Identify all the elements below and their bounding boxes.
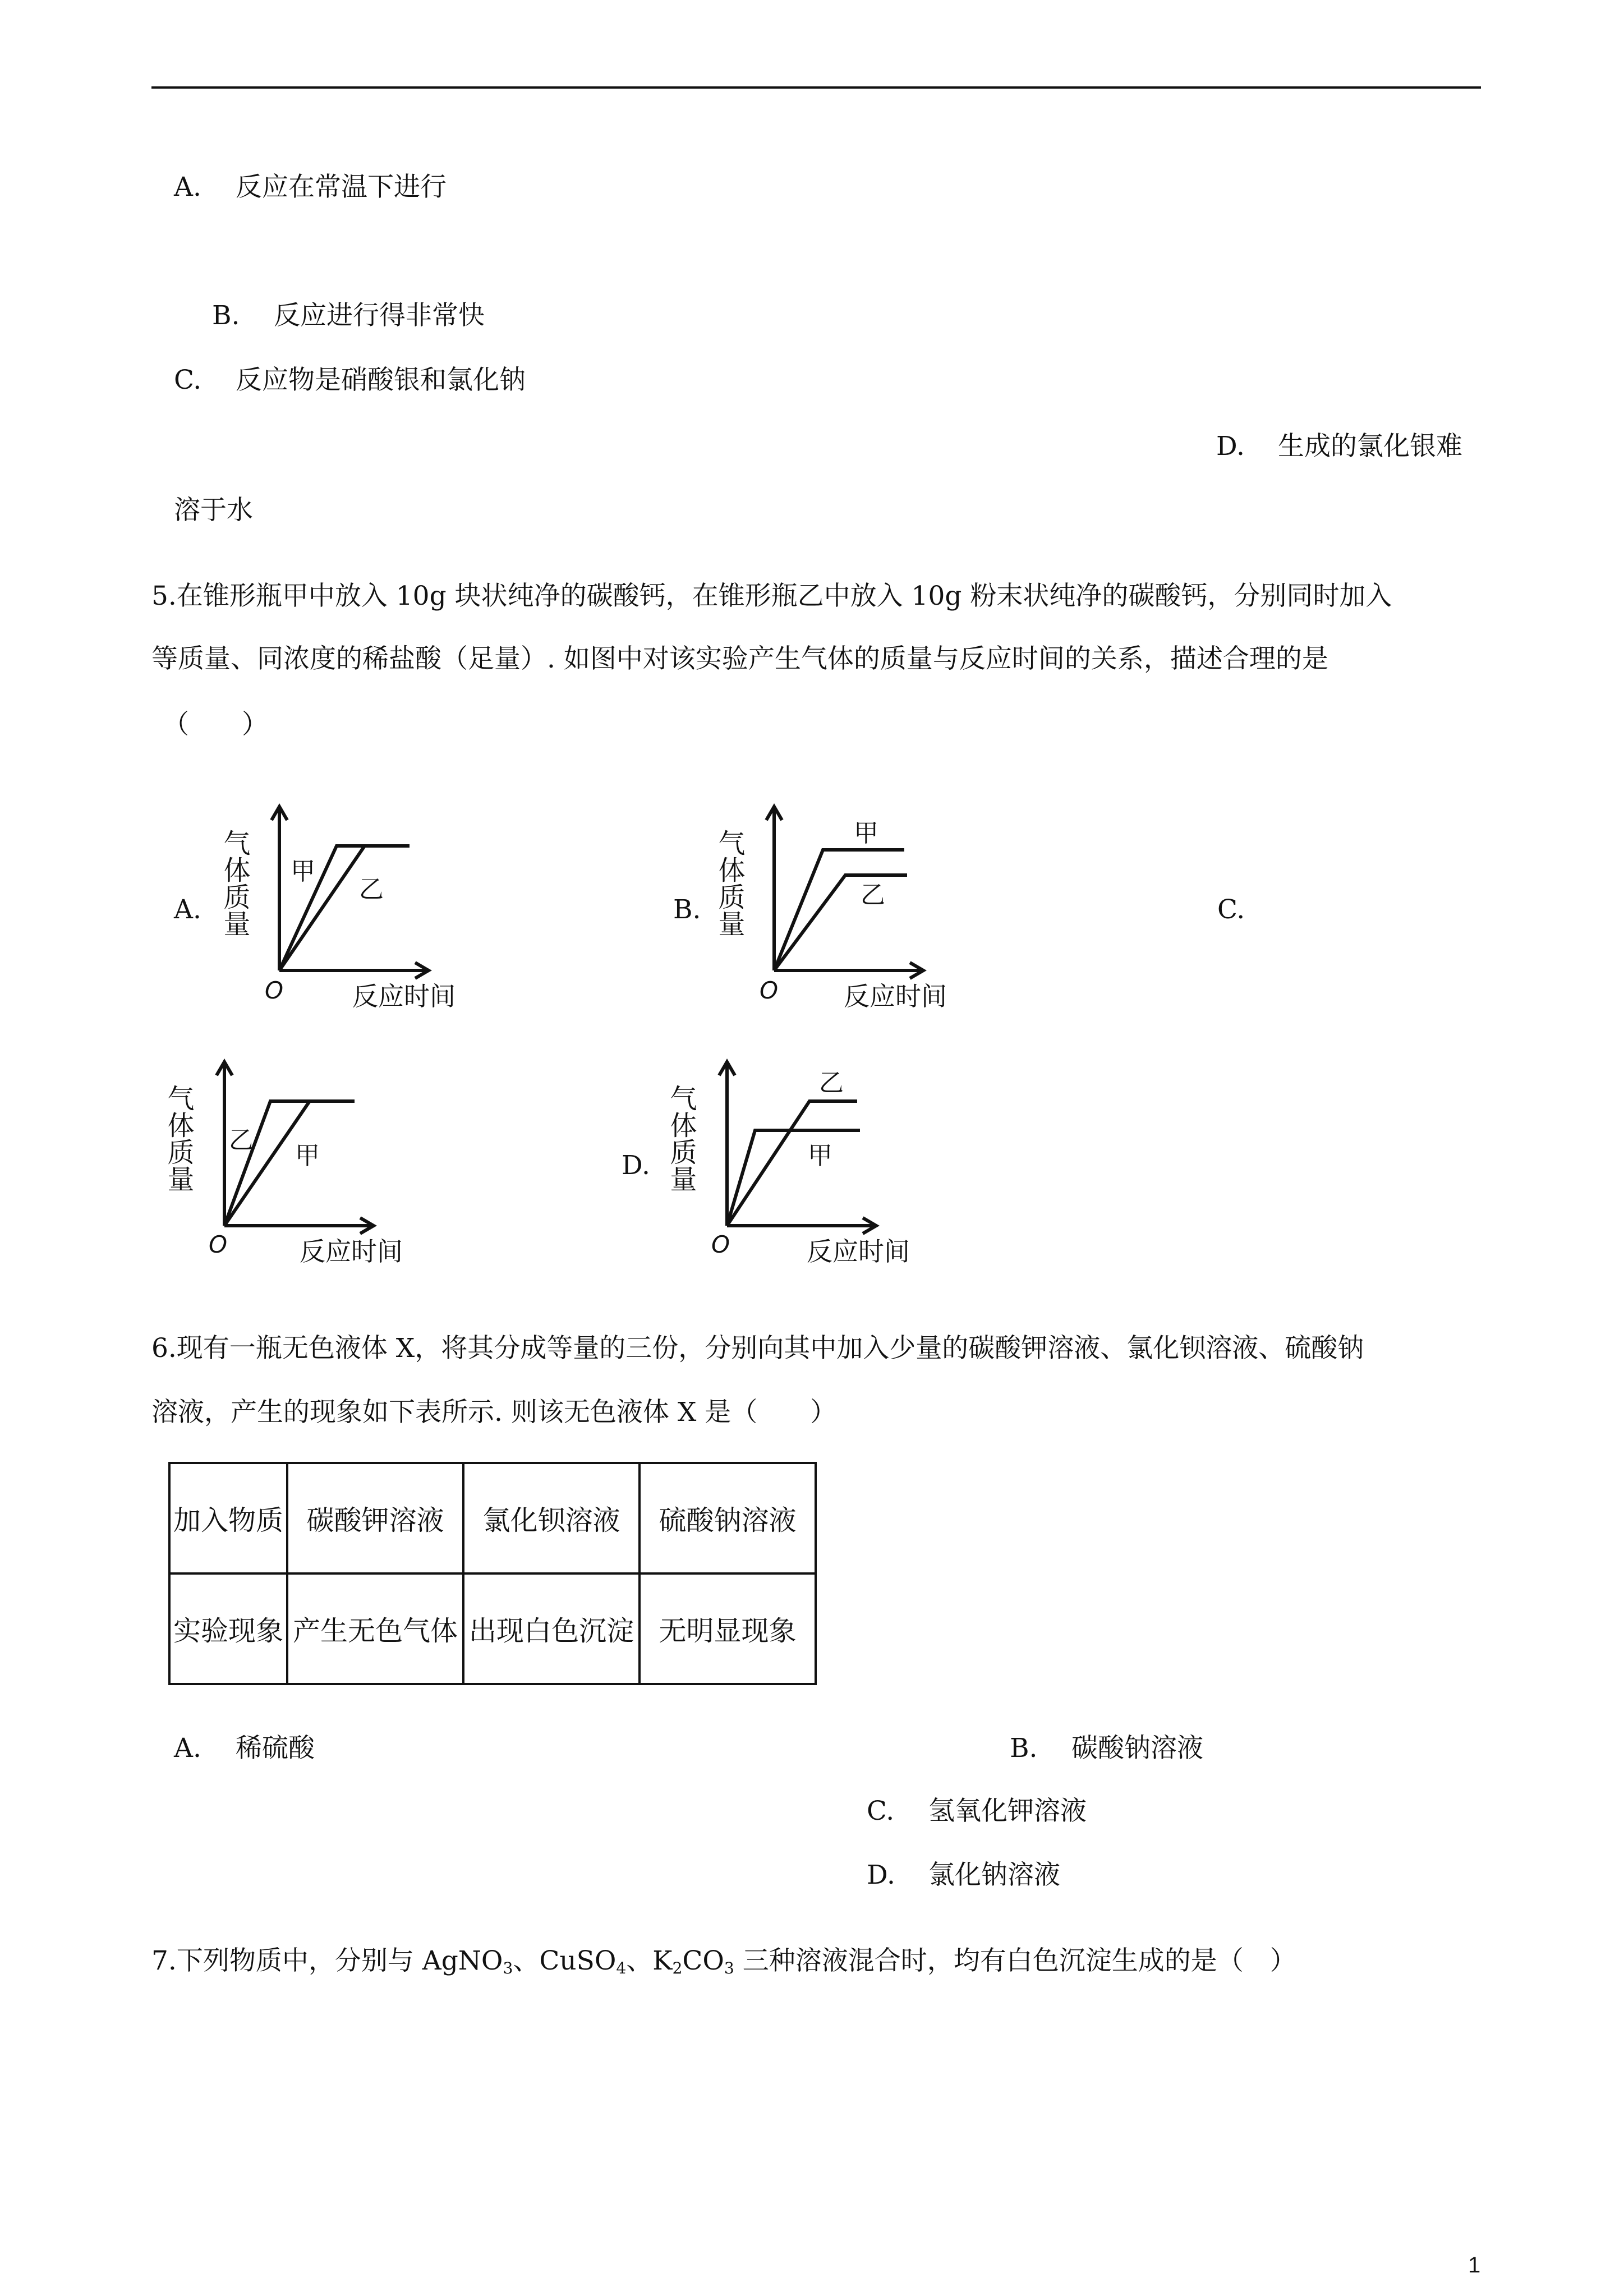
q6-option-d [867,1858,1060,1892]
curve-yi [224,1101,355,1226]
graph-d [665,1052,930,1276]
curve-jia [774,850,904,970]
y-axis-label-1: 气体质量 [665,1084,697,1192]
label-yi: 乙 [819,1069,844,1097]
option-text: 氢氧化钾溶液 [928,1796,1087,1826]
option-text: 生成的氯化银难 [1278,431,1462,462]
label-yi: 乙 [229,1126,254,1154]
q7-mid1: 、CuSO [513,1945,617,1976]
q5-stem-line1: 5.在锥形瓶甲中放入 10g 块状纯净的碳酸钙，在锥形瓶乙中放入 10g 粉末状纯净的碳酸钙，分别同时加入 [151,581,1392,611]
option-text: 稀硫酸 [236,1733,315,1764]
option-label: B. [1010,1733,1038,1764]
option-label: A. [174,1733,201,1764]
origin-label: O [209,1231,228,1258]
q7-suffix: 三种溶液混合时，均有白色沉淀生成的是（ ） [734,1945,1296,1976]
q4-option-b [212,299,485,333]
q5-stem-line3: （ ） [163,709,268,740]
q7-stem [151,1944,1296,1978]
table-cell: 硫酸钠溶液 [640,1463,816,1573]
table-cell: 无明显现象 [640,1573,816,1684]
q7-co: CO [682,1945,724,1976]
graph-b [714,797,977,1021]
label-yi: 乙 [861,881,885,909]
label-jia: 甲 [291,857,315,886]
option-label: C. [867,1796,895,1826]
label-jia: 甲 [854,819,878,848]
table-cell: 产生无色气体 [287,1573,463,1684]
q6-option-b [1010,1732,1203,1765]
option-label: C. [174,365,202,395]
option-label: D. [867,1860,895,1890]
q7-sub: 4 [616,1959,627,1978]
option-text: 氯化钠溶液 [928,1860,1060,1890]
q4-option-d-continuation: 溶于水 [174,495,253,526]
label-jia: 甲 [808,1142,832,1170]
q5-stem-line2: 等质量、同浓度的稀盐酸（足量）. 如图中对该实验产生气体的质量与反应时间的关系，描述合理的是 [151,643,1328,674]
option-label: A. [174,172,201,203]
table-cell: 出现白色沉淀 [463,1573,640,1684]
q7-sub: 3 [503,1959,513,1978]
option-label: B. [212,300,240,331]
graph-a [219,797,482,1021]
origin-label: O [265,977,284,1004]
option-text: 反应物是硝酸银和氯化钠 [236,365,526,395]
observation-table [168,1462,817,1685]
x-axis-label: 反应时间 [807,1236,910,1267]
q7-prefix: 7.下列物质中，分别与 AgNO [151,1945,503,1976]
table-cell: 碳酸钾溶液 [287,1463,463,1573]
y-axis-label-1: 气体质量 [714,829,745,937]
table-row [169,1573,816,1684]
q7-mid2: 、K [626,1945,673,1976]
option-text: 反应在常温下进行 [236,172,447,203]
header-rule [151,86,1481,89]
q7-sub: 3 [724,1959,734,1978]
q6-option-c [867,1795,1087,1828]
option-text: 碳酸钠溶液 [1071,1733,1203,1764]
label-jia: 甲 [295,1142,320,1170]
q4-option-a [174,171,447,204]
origin-label: O [711,1231,730,1258]
q6-stem-line2: 溶液，产生的现象如下表所示. 则该无色液体 X 是（ ） [151,1397,837,1428]
x-axis-label: 反应时间 [844,981,947,1011]
table-cell: 实验现象 [169,1573,287,1684]
table-cell: 加入物质 [169,1463,287,1573]
x-axis-label: 反应时间 [352,981,456,1011]
option-label: D. [1216,431,1245,462]
y-axis-label-1: 气体质量 [219,829,250,937]
q7-sub: 2 [672,1959,683,1978]
q5-label-b: B. [673,894,701,925]
page-number: 1 [1468,2253,1481,2277]
q6-option-a [174,1732,315,1765]
x-axis-label: 反应时间 [300,1236,403,1267]
table-row [169,1463,816,1573]
label-yi: 乙 [359,875,384,904]
y-axis-label-1: 气体质量 [163,1084,194,1192]
curve-jia [727,1130,860,1226]
q5-label-a: A. [174,894,201,925]
option-text: 反应进行得非常快 [274,300,485,331]
q4-option-c [174,364,526,397]
table-cell: 氯化钡溶液 [463,1463,640,1573]
q5-label-c: C. [1217,894,1245,925]
q6-stem-line1: 6.现有一瓶无色液体 X，将其分成等量的三份，分别向其中加入少量的碳酸钾溶液、氯化钡溶液、硫酸钠 [151,1333,1364,1364]
q4-option-d [1216,430,1462,463]
q5-label-d: D. [622,1150,650,1181]
graph-c [163,1052,427,1276]
origin-label: O [760,977,779,1004]
